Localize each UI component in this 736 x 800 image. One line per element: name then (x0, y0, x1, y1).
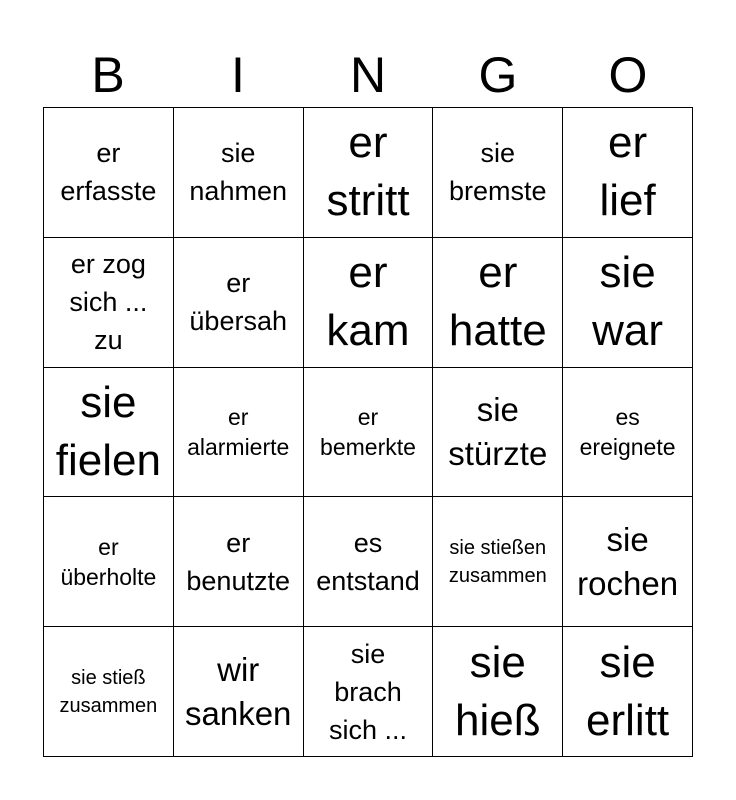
cell-line: es (615, 403, 640, 430)
cell-line: sanken (184, 694, 292, 732)
bingo-cell-text (187, 402, 289, 462)
header-letter-n: N (349, 47, 387, 103)
cell-line: erlitt (586, 695, 670, 745)
cell-line: entstand (316, 565, 420, 596)
cell-line: er (226, 527, 251, 558)
header-letter-i: I (231, 47, 245, 103)
bingo-cell[interactable] (563, 238, 693, 368)
bingo-cell[interactable] (174, 627, 304, 757)
header-letter-g: G (478, 47, 518, 103)
cell-line: er (478, 248, 518, 298)
cell-line: sich ... (328, 714, 407, 745)
cell-line: sie (476, 390, 519, 428)
bingo-cell-text (189, 264, 287, 340)
cell-line: rochen (577, 564, 679, 602)
cell-line: zusammen (448, 564, 547, 587)
header-letter-o: O (608, 47, 648, 103)
bingo-cell[interactable] (433, 368, 563, 498)
cell-line: war (592, 306, 664, 356)
cell-line: er (348, 248, 388, 298)
bingo-cell-text (185, 648, 291, 736)
cell-line: er (98, 533, 119, 560)
bingo-cell-text (580, 402, 676, 462)
bingo-cell-text (320, 402, 416, 462)
bingo-cell[interactable] (44, 627, 174, 757)
cell-line: er (348, 118, 388, 168)
bingo-cell-text (60, 532, 156, 592)
bingo-cell[interactable] (174, 368, 304, 498)
cell-line: zu (94, 325, 123, 356)
bingo-cell-text (592, 244, 663, 360)
bingo-cell-text (186, 524, 290, 600)
cell-line: lief (599, 176, 656, 226)
bingo-cell[interactable] (563, 368, 693, 498)
bingo-cell[interactable] (304, 368, 434, 498)
bingo-cell[interactable] (44, 368, 174, 498)
cell-line: zusammen (59, 694, 158, 717)
bingo-cell-text (449, 534, 547, 590)
cell-line: ereignete (579, 433, 676, 460)
cell-line: sich ... (69, 287, 148, 318)
bingo-cell-text (326, 114, 409, 230)
cell-line: er (96, 138, 121, 169)
bingo-cell[interactable] (174, 238, 304, 368)
bingo-cell-text (59, 664, 157, 720)
bingo-cell-text (60, 134, 156, 210)
bingo-cell-text (586, 634, 669, 750)
bingo-cell[interactable] (433, 627, 563, 757)
bingo-cell[interactable] (563, 108, 693, 238)
cell-line: stürzte (448, 434, 548, 472)
cell-line: benutzte (186, 565, 290, 596)
cell-line: sie (480, 138, 516, 169)
cell-line: hatte (448, 306, 547, 356)
bingo-cell-text (449, 244, 547, 360)
bingo-cell[interactable] (304, 497, 434, 627)
cell-line: brach (334, 676, 402, 707)
bingo-cell-text (448, 388, 547, 476)
cell-line: übersah (189, 306, 287, 337)
bingo-board (43, 107, 693, 757)
cell-line: er (226, 268, 251, 299)
bingo-cell[interactable] (304, 108, 434, 238)
cell-line: erfasste (60, 176, 157, 207)
bingo-cell[interactable] (433, 238, 563, 368)
bingo-cell-text (56, 374, 161, 490)
cell-line: er zog (70, 249, 146, 280)
cell-line: sie stießen (449, 536, 547, 559)
bingo-cell[interactable] (44, 108, 174, 238)
cell-line: kam (326, 306, 410, 356)
cell-line: hieß (454, 695, 541, 745)
cell-line: fielen (55, 435, 161, 485)
cell-line: stritt (326, 176, 410, 226)
cell-line: er (608, 118, 648, 168)
bingo-cell-text (455, 634, 541, 750)
bingo-cell-text (577, 518, 678, 606)
cell-line: sie (220, 138, 256, 169)
bingo-cell[interactable] (433, 108, 563, 238)
cell-line: sie (80, 377, 137, 427)
bingo-cell-text (326, 244, 409, 360)
cell-line: er (357, 403, 379, 430)
cell-line: bemerkte (320, 433, 416, 460)
bingo-cell-text (329, 635, 407, 749)
cell-line: nahmen (189, 176, 287, 207)
cell-line: sie stieß (71, 666, 146, 689)
bingo-cell-text (449, 134, 547, 210)
bingo-cell[interactable] (174, 108, 304, 238)
bingo-cell[interactable] (304, 238, 434, 368)
cell-line: es (353, 527, 383, 558)
bingo-cell[interactable] (304, 627, 434, 757)
cell-line: sie (599, 637, 656, 687)
bingo-cell[interactable] (44, 497, 174, 627)
bingo-cell[interactable] (44, 238, 174, 368)
bingo-cell[interactable] (563, 627, 693, 757)
cell-line: er (227, 403, 249, 430)
bingo-cell-text (599, 114, 655, 230)
bingo-cell[interactable] (563, 497, 693, 627)
cell-line: wir (217, 650, 260, 688)
bingo-cell-text (189, 134, 287, 210)
cell-line: überholte (60, 563, 157, 590)
bingo-header (43, 44, 693, 106)
cell-line: alarmierte (187, 433, 290, 460)
cell-line: sie (599, 248, 656, 298)
bingo-cell-text (69, 245, 147, 359)
bingo-cell[interactable] (174, 497, 304, 627)
cell-line: sie (606, 520, 649, 558)
cell-line: sie (469, 637, 526, 687)
cell-line: sie (350, 638, 386, 669)
header-letter-b: B (91, 47, 125, 103)
bingo-cell[interactable] (433, 497, 563, 627)
cell-line: bremste (449, 176, 547, 207)
bingo-cell-text (316, 524, 420, 600)
